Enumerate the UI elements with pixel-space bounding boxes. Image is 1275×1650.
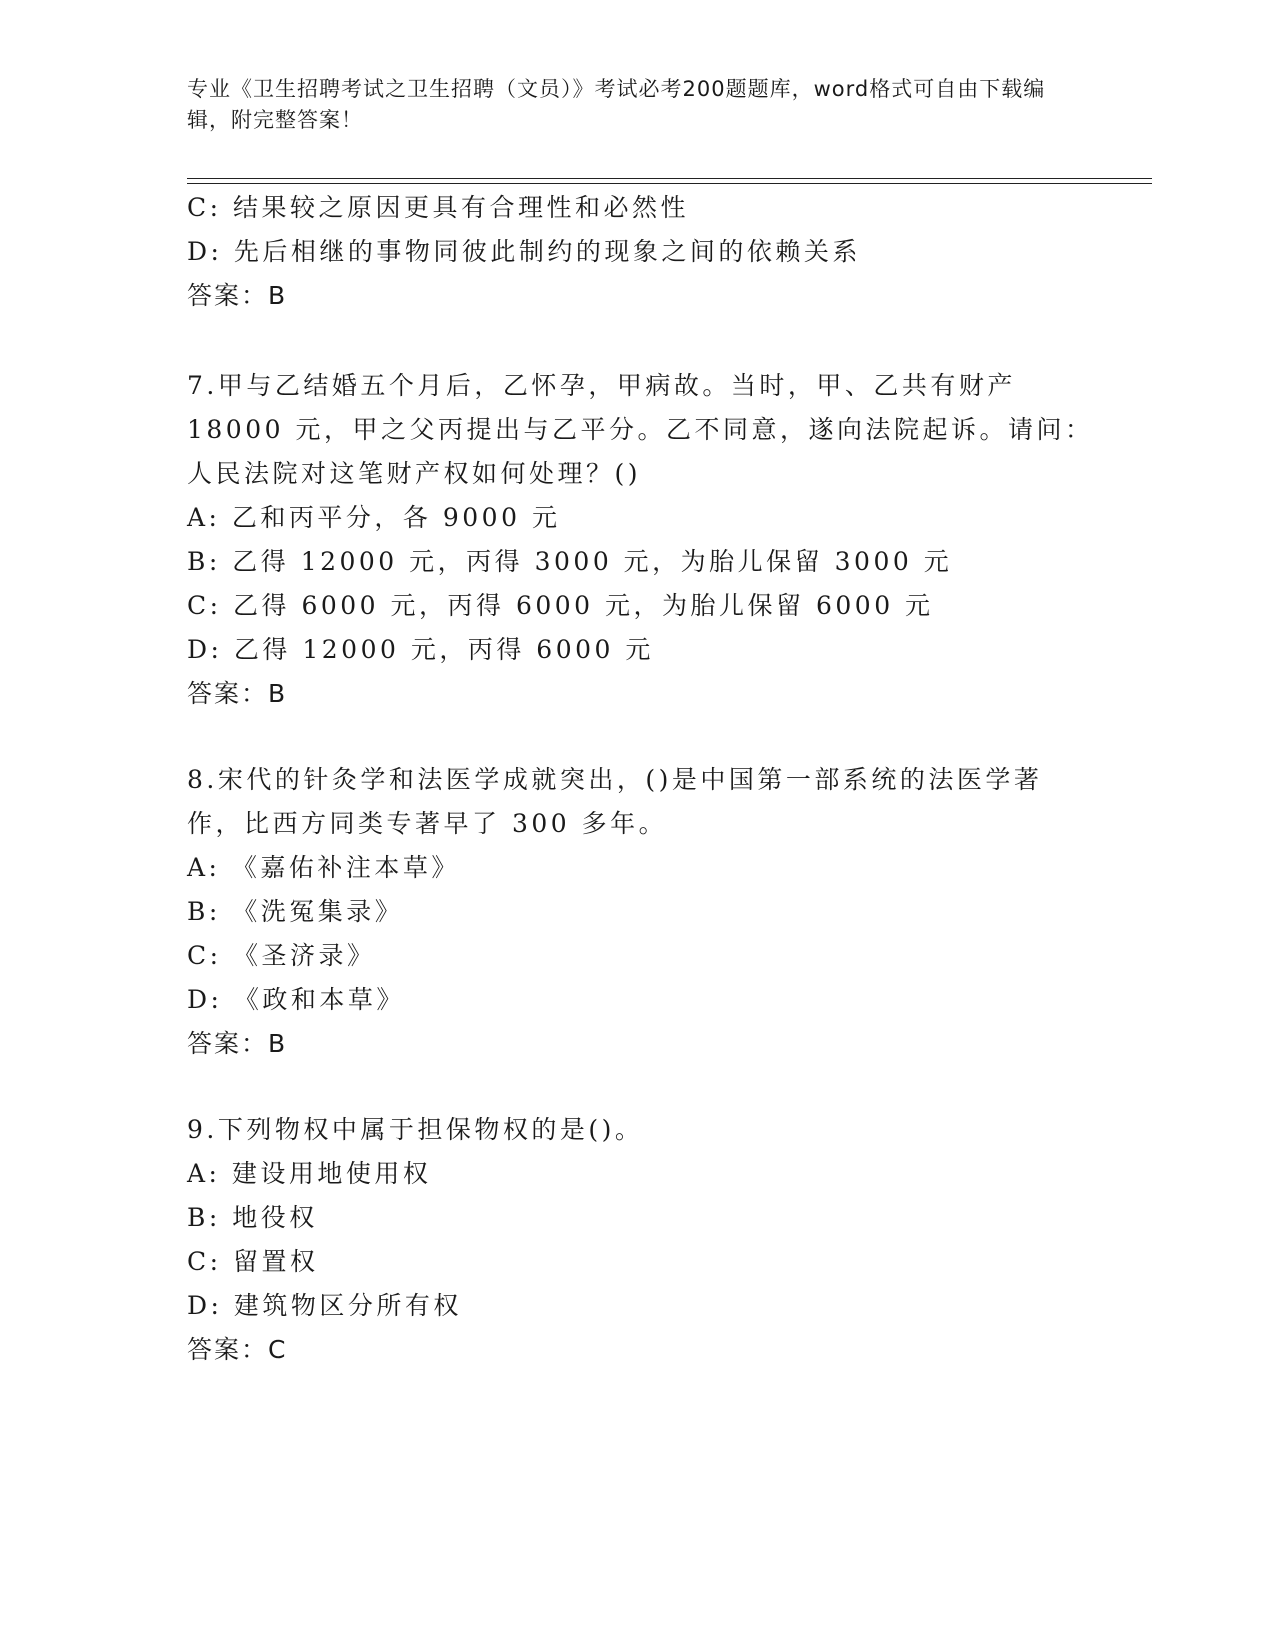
- option-d: D: 乙得 12000 元，丙得 6000 元: [187, 635, 654, 664]
- option-c: C: 留置权: [187, 1247, 319, 1276]
- question-8-text: 作，比西方同类专著早了 300 多年。: [187, 809, 668, 838]
- option-c: C: 《圣济录》: [187, 941, 376, 970]
- option-d: D: 《政和本草》: [187, 985, 405, 1014]
- header-rule-bottom: [187, 183, 1152, 184]
- answer: 答案：C: [187, 1335, 288, 1364]
- question-7-text: 人民法院对这笔财产权如何处理？(): [187, 459, 642, 488]
- option-a: A: 建设用地使用权: [187, 1159, 432, 1188]
- header-rule-top: [187, 178, 1152, 179]
- option-b: B: 《洗冤集录》: [187, 897, 404, 926]
- option-a: A: 乙和丙平分，各 9000 元: [187, 503, 561, 532]
- document-header: 专业《卫生招聘考试之卫生招聘（文员）》考试必考200题题库，word格式可自由下载编辑，附完整答案！: [187, 77, 1046, 132]
- answer: 答案：B: [187, 281, 288, 310]
- option-d: D: 先后相继的事物同彼此制约的现象之间的依赖关系: [187, 237, 861, 266]
- option-c: C: 乙得 6000 元，丙得 6000 元，为胎儿保留 6000 元: [187, 591, 934, 620]
- option-d: D: 建筑物区分所有权: [187, 1291, 462, 1320]
- option-c: C: 结果较之原因更具有合理性和必然性: [187, 193, 689, 222]
- question-7-text: 7.甲与乙结婚五个月后，乙怀孕，甲病故。当时，甲、乙共有财产: [187, 371, 1016, 400]
- answer: 答案：B: [187, 1029, 288, 1058]
- question-7-text: 18000 元，甲之父丙提出与乙平分。乙不同意，遂向法院起诉。请问：: [187, 415, 1094, 444]
- option-b: B: 地役权: [187, 1203, 318, 1232]
- question-8-text: 8.宋代的针灸学和法医学成就突出，()是中国第一部系统的法医学著: [187, 765, 1043, 794]
- option-b: B: 乙得 12000 元，丙得 3000 元，为胎儿保留 3000 元: [187, 547, 953, 576]
- option-a: A: 《嘉佑补注本草》: [187, 853, 460, 882]
- answer: 答案：B: [187, 679, 288, 708]
- question-9-text: 9.下列物权中属于担保物权的是()。: [187, 1115, 644, 1144]
